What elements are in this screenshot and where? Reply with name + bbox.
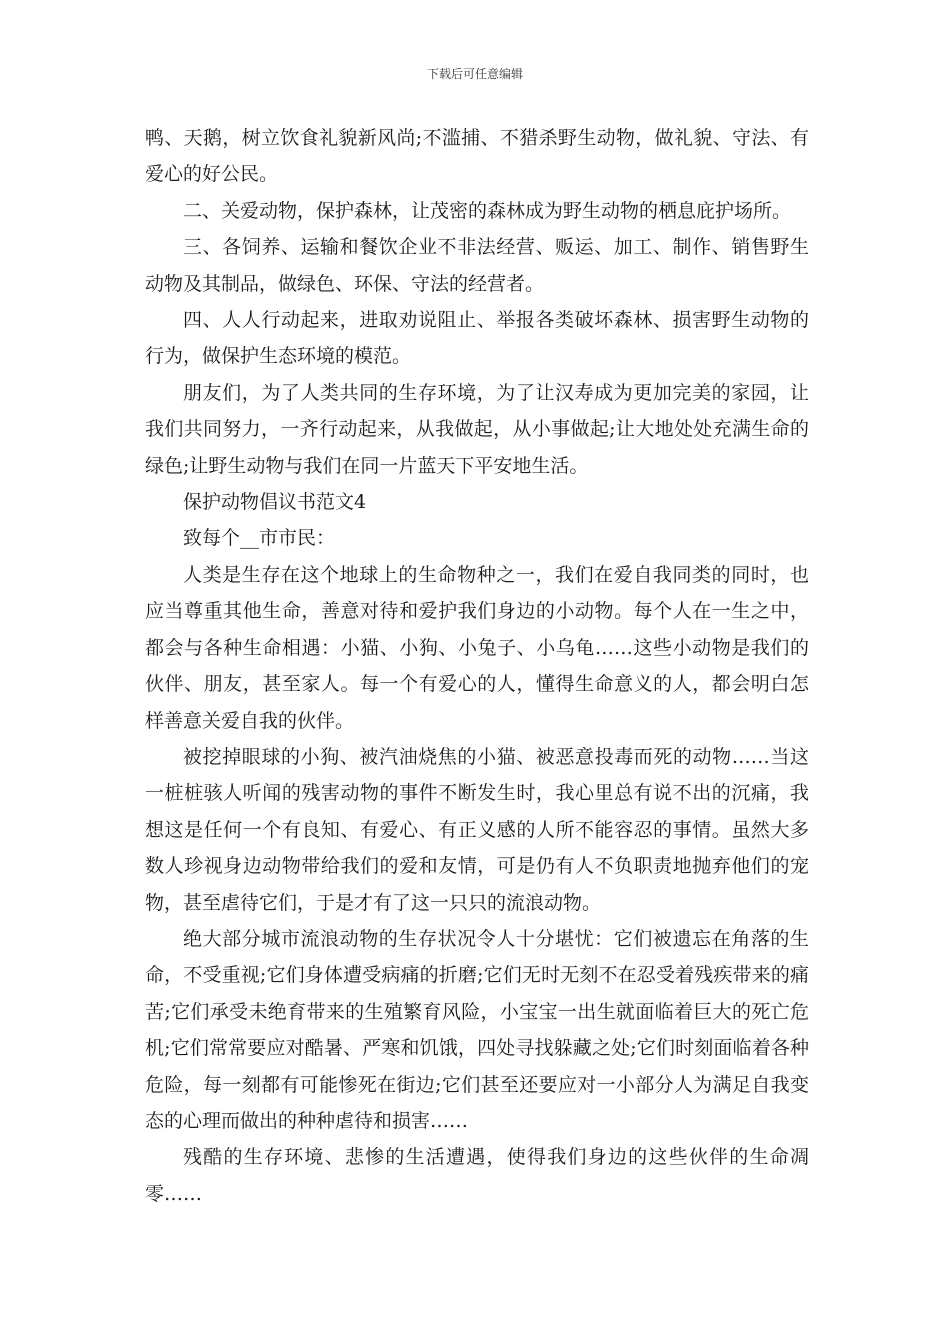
salutation: 致每个__市市民： bbox=[183, 527, 336, 550]
paragraph-item-2: 二、关爱动物，保护森林，让茂密的森林成为野生动物的栖息庇护场所。 bbox=[183, 199, 792, 222]
paragraph: 人类是生存在这个地球上的生命物种之一，我们在爱自我同类的同时，也应当尊重其他生命，善意对待和爱护我们身边的小动物。每个人在一生之中，都会与各种生命相遇：小猫、小狗、小兔子、小乌龟……这些小动物是我们的伙伴、朋友，甚至家人。每一个有爱心的人，懂得生命意义的人，都会明白怎样善意关爱自我的伙伴。 bbox=[145, 563, 809, 732]
document-body bbox=[145, 120, 809, 1212]
paragraph: 绝大部分城市流浪动物的生存状况令人十分堪忧：它们被遗忘在角落的生命，不受重视;它们身体遭受病痛的折磨;它们无时无刻不在忍受着残疾带来的痛苦;它们承受未绝育带来的生殖繁育风险，小宝宝一出生就面临着巨大的死亡危机;它们常常要应对酷暑、严寒和饥饿，四处寻找躲藏之处;它们时刻面临着各种危险，每一刻都有可能惨死在街边;它们甚至还要应对一小部分人为满足自我变态的心理而做出的种种虐待和损害…… bbox=[145, 927, 809, 1132]
section-title: 保护动物倡议书范文4 bbox=[183, 491, 367, 514]
page-header-note: 下载后可任意编辑 bbox=[426, 67, 523, 81]
paragraph: 被挖掉眼球的小狗、被汽油烧焦的小猫、被恶意投毒而死的动物……当这一桩桩骇人听闻的残害动物的事件不断发生时，我心里总有说不出的沉痛，我想这是任何一个有良知、有爱心、有正义感的人所不能容忍的事情。虽然大多数人珍视身边动物带给我们的爱和友情，可是仍有人不负职责地抛弃他们的宠物，甚至虐待它们，于是才有了这一只只的流浪动物。 bbox=[145, 745, 809, 914]
paragraph-closing: 朋友们，为了人类共同的生存环境，为了让汉寿成为更加完美的家园，让我们共同努力，一齐行动起来，从我做起，从小事做起;让大地处处充满生命的绿色;让野生动物与我们在同一片蓝天下平安地生活。 bbox=[145, 381, 809, 477]
paragraph-continued: 鸭、天鹅，树立饮食礼貌新风尚;不滥捕、不猎杀野生动物，做礼貌、守法、有爱心的好公民。 bbox=[145, 127, 809, 186]
paragraph-item-3: 三、各饲养、运输和餐饮企业不非法经营、贩运、加工、制作、销售野生动物及其制品，做绿色、环保、守法的经营者。 bbox=[145, 236, 809, 295]
paragraph-item-4: 四、人人行动起来，进取劝说阻止、举报各类破坏森林、损害野生动物的行为，做保护生态环境的模范。 bbox=[145, 309, 809, 368]
paragraph: 残酷的生存环境、悲惨的生活遭遇，使得我们身边的这些伙伴的生命凋零…… bbox=[145, 1146, 809, 1205]
